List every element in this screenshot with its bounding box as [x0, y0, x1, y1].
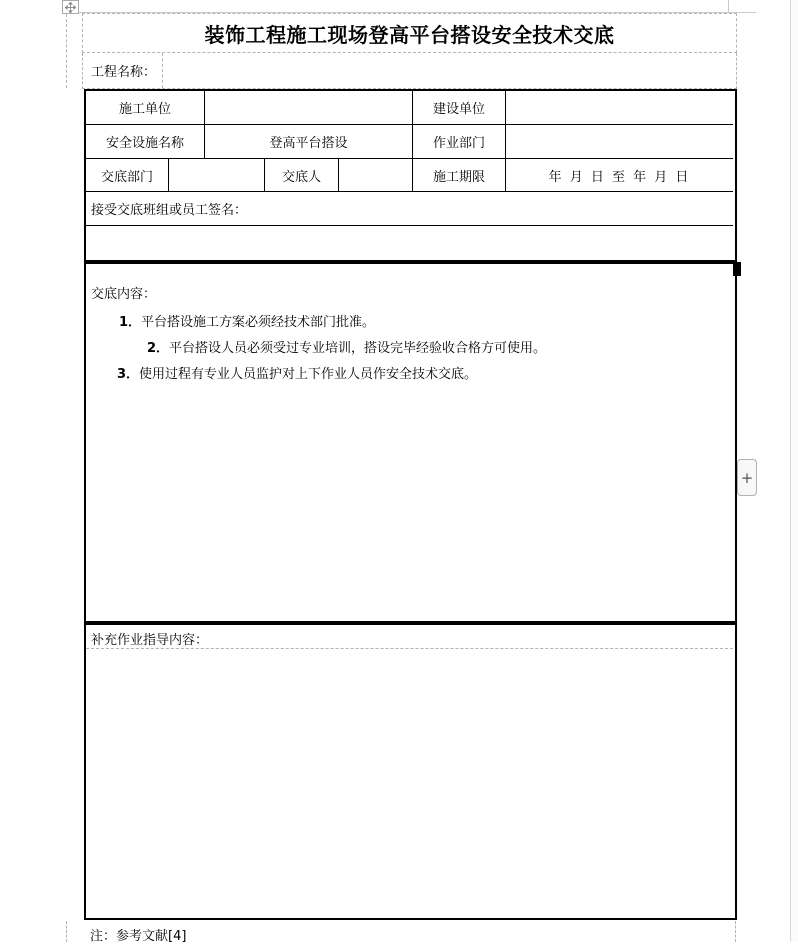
- project-name-row: [82, 53, 737, 89]
- disclosure-content-cell[interactable]: [84, 262, 737, 623]
- add-button[interactable]: [737, 459, 757, 496]
- signature-blank-row[interactable]: [86, 226, 733, 260]
- disclosure-heading: 交底内容：: [91, 287, 157, 302]
- disclosure-item-2-text: 平台搭设人员必须受过专业培训，搭设完毕经验收合格方可使用。: [169, 341, 547, 356]
- disclosure-item-3-number: 3．: [117, 367, 140, 382]
- safety-facility-value[interactable]: 登高平台搭设: [205, 125, 413, 159]
- page-title: 装饰工程施工现场登高平台搭设安全技术交底: [82, 13, 737, 53]
- client-unit-label: 建设单位: [413, 91, 506, 125]
- signature-row[interactable]: 接受交底班组或员工签名：: [86, 192, 733, 226]
- construction-unit-label: 施工单位: [86, 91, 205, 125]
- construction-period-value[interactable]: 年 月 日 至 年 月 日: [506, 159, 733, 192]
- supplement-paragraph-boundary: [86, 648, 733, 649]
- discloser-label: 交底人: [265, 159, 339, 192]
- disclosure-item-1: [119, 311, 375, 330]
- window-right-edge: [790, 0, 798, 942]
- construction-unit-value[interactable]: [205, 91, 413, 125]
- frame-top-tick: [728, 0, 729, 13]
- table-move-handle-icon: [65, 2, 76, 13]
- disclosure-item-1-text: 平台搭设施工方案必须经技术部门批准。: [141, 315, 376, 330]
- disclosure-item-2: [147, 337, 546, 356]
- disclosure-item-3-text: 使用过程有专业人员监护对上下作业人员作安全技术交底。: [139, 367, 478, 382]
- frame-top-line: [79, 12, 756, 13]
- work-department-value[interactable]: [506, 125, 733, 159]
- disclosure-department-label: 交底部门: [86, 159, 169, 192]
- supplement-content-cell[interactable]: [84, 623, 737, 920]
- text-boundary-left-top: [66, 14, 67, 88]
- discloser-value[interactable]: [339, 159, 413, 192]
- table-resize-handle[interactable]: [733, 262, 741, 276]
- footer-note: 注：参考文献[4]: [90, 929, 187, 944]
- disclosure-item-1-number: 1．: [119, 315, 142, 330]
- text-boundary-left-bottom: [66, 921, 67, 942]
- project-name-value[interactable]: [164, 53, 736, 88]
- disclosure-department-value[interactable]: [169, 159, 265, 192]
- disclosure-item-3: [117, 363, 477, 382]
- header-table: [84, 89, 737, 262]
- construction-period-label: 施工期限: [413, 159, 506, 192]
- safety-facility-label: 安全设施名称: [86, 125, 205, 159]
- table-move-handle[interactable]: [62, 0, 79, 14]
- client-unit-value[interactable]: [506, 91, 733, 125]
- supplement-heading: 补充作业指导内容：: [91, 633, 209, 648]
- disclosure-item-2-number: 2．: [147, 341, 170, 356]
- plus-icon: +: [740, 468, 754, 487]
- text-boundary-right-bottom: [735, 921, 736, 942]
- project-name-label: 工程名称：: [83, 53, 163, 88]
- work-department-label: 作业部门: [413, 125, 506, 159]
